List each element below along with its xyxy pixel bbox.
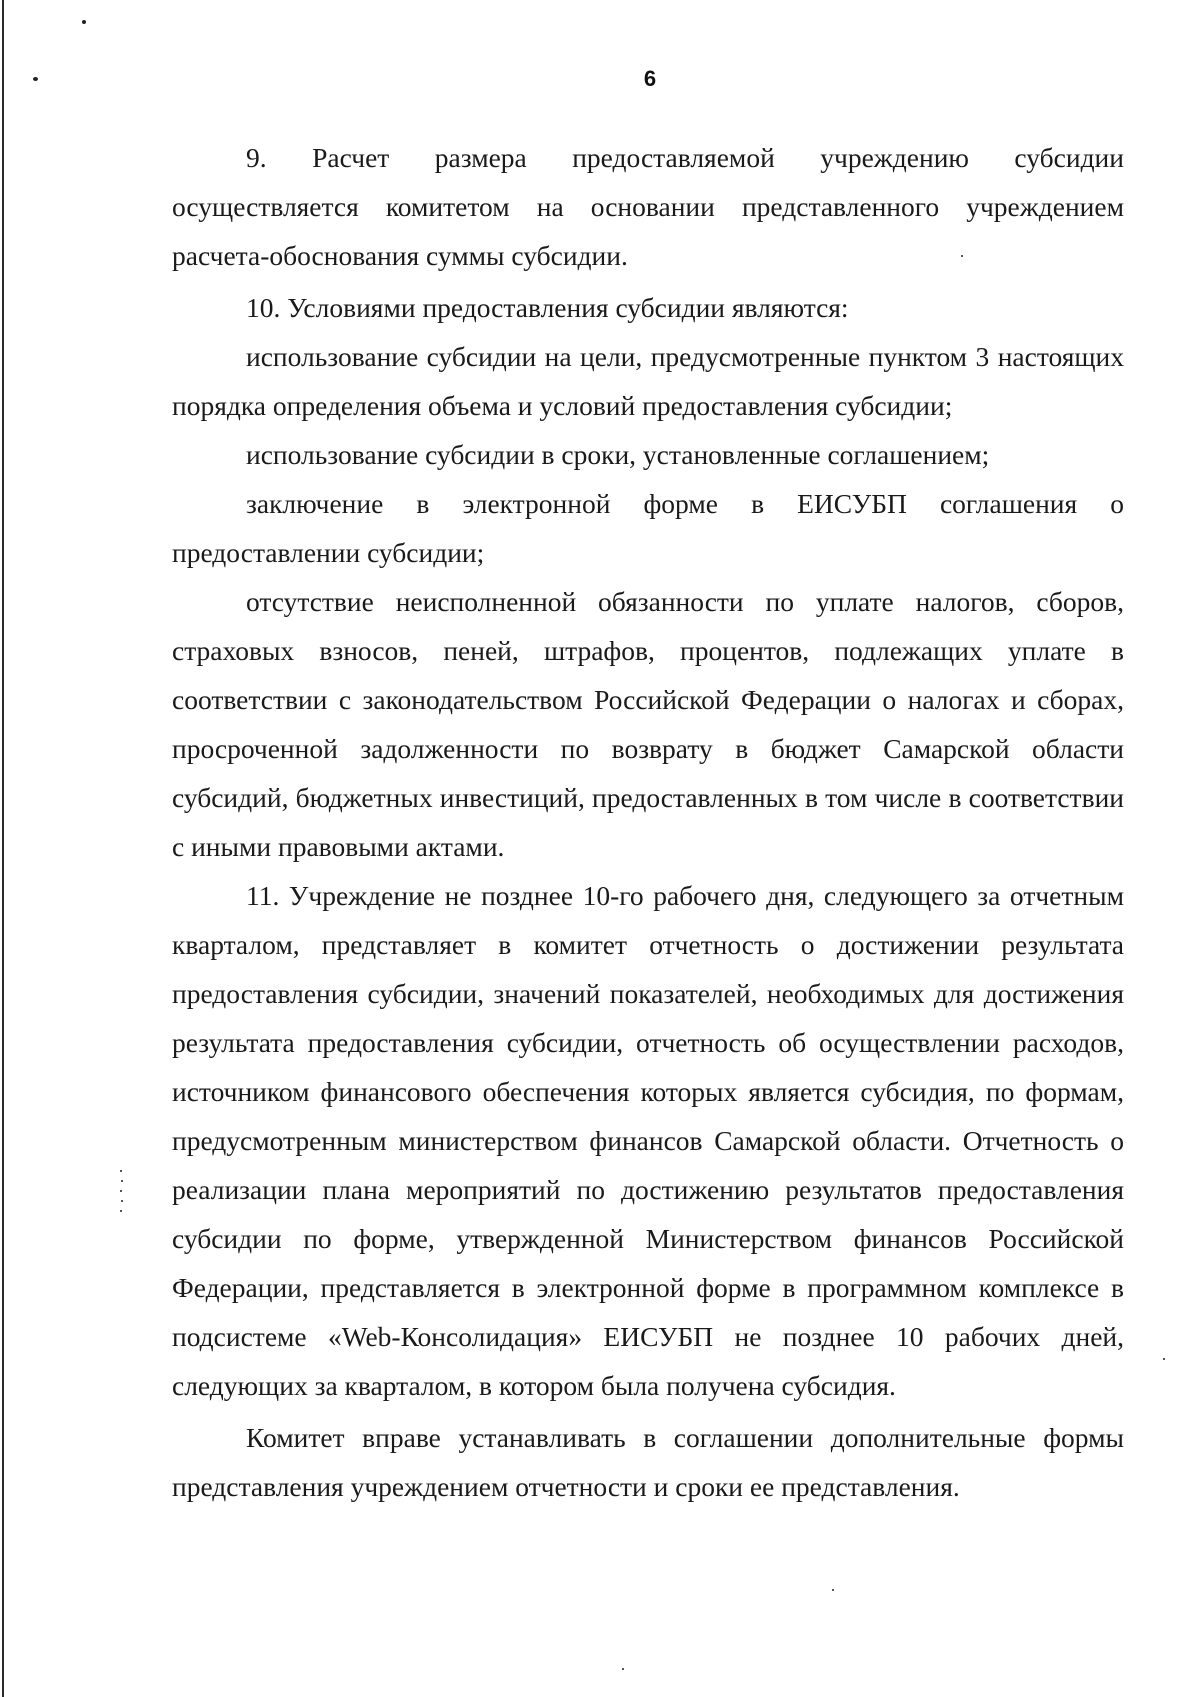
- paragraph: 9. Расчет размера предоставляемой учреждению субсидии осуществляется комитетом на основании представленного учреждением расчета-обоснования суммы субсидии.: [172, 142, 1124, 271]
- scan-speck: [1163, 1358, 1165, 1360]
- scan-speck: [120, 1190, 122, 1192]
- scan-speck: [622, 1668, 624, 1670]
- paragraph: использование субсидии в сроки, установленные соглашением;: [246, 439, 990, 470]
- scan-speck: [82, 20, 86, 24]
- scan-speck: [832, 1589, 834, 1591]
- paragraph: Комитет вправе устанавливать в соглашении дополнительные формы представления учреждением отчетности и сроки ее представления.: [172, 1422, 1124, 1502]
- scan-speck: [33, 77, 38, 81]
- paragraph: 10. Условиями предоставления субсидии являются:: [246, 292, 849, 323]
- document-body: [172, 133, 1124, 1511]
- scan-left-edge: [2, 0, 4, 1697]
- paragraph: 11. Учреждение не позднее 10-го рабочего дня, следующего за отчетным кварталом, представляет в комитет отчетность о достижении результата предоставления субсидии, значений показателей, необходимых для достижения результата предоставления субсидии, отчетность об осуществлении расходов, источником финансового обеспечения которых является субсидия, по формам, предусмотренным министерством финансов Самарской области. Отчетность о реализации плана мероприятий по достижению результатов предоставления субсидии по форме, утвержденной Министерством финансов Российской Федерации, представляется в электронной форме в программном комплексе в подсистеме «Web-Консолидация» ЕИСУБП не позднее 10 рабочих дней, следующих за кварталом, в котором была получена субсидия.: [172, 880, 1124, 1401]
- paragraph: отсутствие неисполненной обязанности по уплате налогов, сборов, страховых взносов, пеней, штрафов, процентов, подлежащих уплате в соответствии с законодательством Российской Федерации о налогах и сборах, просроченной задолженности по возврату в бюджет Самарской области субсидий, бюджетных инвестиций, предоставленных в том числе в соответствии с иными правовыми актами.: [172, 586, 1124, 862]
- page-number: 6: [643, 66, 657, 91]
- scan-speck: [121, 1200, 123, 1202]
- scan-speck: [120, 1170, 122, 1172]
- scan-speck: [120, 1210, 122, 1212]
- paragraph: заключение в электронной форме в ЕИСУБП соглашения о предоставлении субсидии;: [172, 488, 1124, 568]
- scan-speck: [121, 1180, 123, 1182]
- paragraph: использование субсидии на цели, предусмотренные пунктом 3 настоящих порядка определения объема и условий предоставления субсидии;: [172, 341, 1124, 421]
